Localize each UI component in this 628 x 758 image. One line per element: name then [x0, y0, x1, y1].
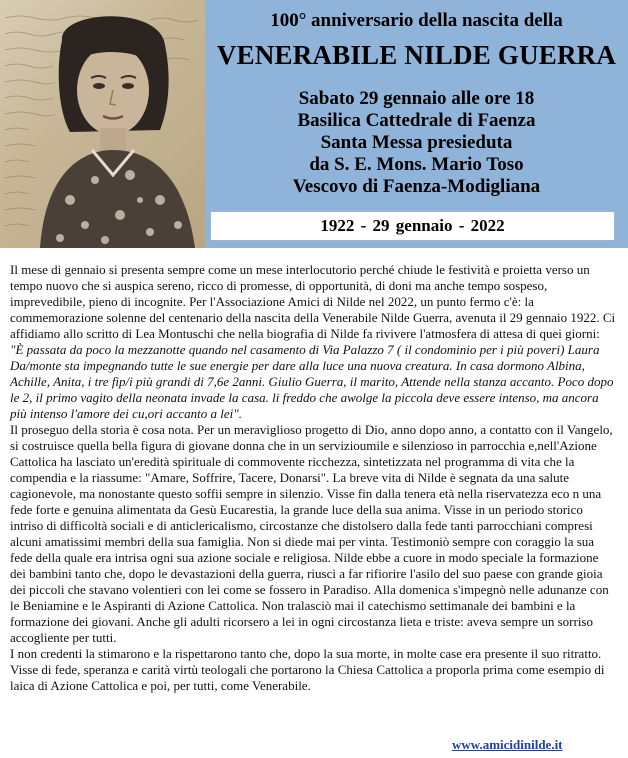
portrait-photo — [0, 0, 205, 248]
event-celebrant-title: Vescovo di Faenza-Modigliana — [292, 176, 541, 197]
website-link[interactable]: www.amicidinilde.it — [452, 737, 563, 752]
paragraph-closing: I non credenti la stimarono e la rispettarono tanto che, dopo la sua morte, in molte case era presente il suo ritratto. Visse di fede, speranza e carità virtù teologali che portarono la Chiesa Cattolica a proporla prima come esempio di laica di Azione Cattolica e poi, per tutti, come Venerabile. — [10, 646, 605, 693]
article-body — [10, 262, 616, 694]
biography-quote: "È passata da poco la mezzanotte quando nel casamento di Via Palazzo 7 ( il condominio per i più poveri) Laura Da/monte sta impegnando tutte le sue energie per dare alla luce una nuova creatura. In casa dormono Albina, Achille, Anita, i tre fip/i più grandi di 7,6e 2anni. Giulio Guerra, il marito, Attende nella stanza accanto. Poco dopo le 2, il primo vagito della neonata invade la casa. li freddo che awolge la piccola deve essere intenso, ma ancora più intenso l'amore dei cu,ori accanto a lei". — [10, 342, 614, 421]
paragraph-intro — [10, 262, 616, 422]
event-date: Sabato 29 gennaio alle ore 18 — [298, 88, 535, 109]
header-banner — [0, 0, 628, 248]
portrait-image — [0, 0, 205, 248]
years-banner: 1922 - 29 gennaio - 2022 — [210, 211, 615, 241]
event-mass: Santa Messa presieduta — [320, 132, 513, 153]
paragraph-story: Il proseguo della storia è cosa nota. Per un meraviglioso progetto di Dio, anno dopo anno, a contatto con il Vangelo, si costruisce quella bella figura di giovane donna che in un servizioumile e silenzioso in parrocchia e,nell'Azione Cattolica ha lasciato un'eredità spirituale di commovente ricchezza, sintetizzata nel programma di vita che la compendia e la riassume: "Amare, Soffrire, Tacere, Donarsi". La breve vita di Nilde è segnata da una salute cagionevole, ma nonostante questo soffii sempre in silenzio. Visse fin dalla tenera età nella riservatezza eco n una fede forte e genuina alimentata da Gesù Eucarestia, la grande luce della sua anima. Visse in un periodo storico intriso di difficoltà sociali e di anticlericalismo, circostanze che distolsero dalla fede tanti parrocchiani compresi alcuni amatissimi membri della sua famiglia. Non si diede mai per vinta. Testimoniò sempre con coraggio la sua fede della quale era intrisa ogni sua azione sociale e religiosa. Nilde ebbe a cuore in modo speciale la formazione dei bambini tanto che, dopo le devastazioni della guerra, riuscì a far rifiorire l'asilo del suo paese con grande gioia dei piccoli che stavano volentieri con lei come se fossero in Paradiso. Alla domenica s'impegnò nelle adunanze con le Beniamine e le Aspiranti di Azione Cattolica. Non tralasciò mai il catechismo settimanale dei bambini e la formazione dei giovani. Anche gli adulti ricorsero a lei in ogni circostanza lieta e triste: aveva sempre un sorriso accogliente per tutti. — [10, 422, 613, 645]
event-location: Basilica Cattedrale di Faenza — [297, 110, 536, 131]
intro-text: Il mese di gennaio si presenta sempre come un mese interlocutorio perché chiude le festività e proietta verso un tempo nuovo che si auspica sereno, ricco di promesse, di opportunità, di doni ma anche tempo sospeso, imprevedibile, pieno di incognite. Per l'Associazione Amici di Nilde nel 2022, un punto fermo c'è: la commemorazione solenne del centenario della nascita della Venerabile Nilde Guerra, avenuta il 29 gennaio 1922. Ci affidiamo allo scritto di Lea Montuschi che nella biografia di Nilde fa rivivere l'atmosfera di attesa di quei giorni: — [10, 262, 616, 341]
event-title-block — [205, 0, 628, 210]
anniversary-line: 100° anniversario della nascita della — [270, 10, 563, 31]
event-celebrant: da S. E. Mons. Mario Toso — [309, 154, 524, 175]
venerable-name: VENERABILE NILDE GUERRA — [216, 40, 617, 70]
